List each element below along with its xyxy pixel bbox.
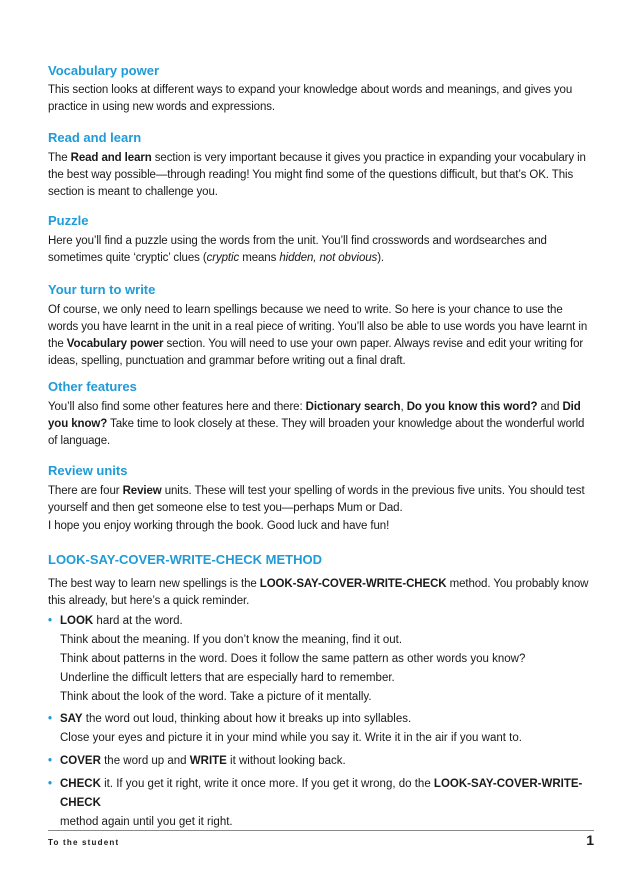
bullet-marker: • xyxy=(48,713,53,725)
text-run: Of course, we only need to learn spellings because we need to write. So here is your chance to use the words you have learnt in the unit in a real piece of writing. You’ll also be able to use words you have learnt in the xyxy=(48,304,588,350)
italic-run: hidden, not obvious xyxy=(279,252,378,264)
other-features-text xyxy=(48,399,594,450)
heading-look-say-cover-write-check-method: LOOK-SAY-COVER-WRITE-CHECK METHOD xyxy=(48,552,322,567)
bullet-marker: • xyxy=(48,755,53,767)
bold-run: Do you know this word? xyxy=(406,401,538,413)
bold-run: COVER xyxy=(60,755,101,767)
bullet-look-line: Think about the look of the word. Take a picture of it mentally. xyxy=(60,691,372,703)
text-run: The best way to learn new spellings is the xyxy=(48,578,260,590)
bold-run: WRITE xyxy=(189,755,227,767)
bullet-look-line xyxy=(48,612,594,631)
vocabulary-power-text: This section looks at different ways to expand your knowledge about words and meanings, and gives you practice in using new words and expressions. xyxy=(48,84,573,113)
text-run: and xyxy=(537,401,563,413)
heading-vocabulary-power: Vocabulary power xyxy=(48,63,160,78)
footer-divider xyxy=(48,830,594,831)
text-run: hard at the word. xyxy=(93,615,183,627)
bullet-cover-line xyxy=(48,752,594,771)
your-turn-to-write-text xyxy=(48,302,594,370)
text-run: it without looking back. xyxy=(226,755,346,767)
bullet-look-line: Think about patterns in the word. Does it follow the same pattern as other words you know? xyxy=(60,653,526,665)
bold-run: CHECK xyxy=(60,778,101,790)
bullet-check-line: method again until you get it right. xyxy=(60,816,233,828)
heading-read-and-learn: Read and learn xyxy=(48,130,142,145)
bold-run: SAY xyxy=(60,713,83,725)
read-and-learn-text xyxy=(48,150,594,201)
text-run: it. If you get it right, write it once more. If you get it wrong, do the xyxy=(100,778,434,790)
text-run: section is very important because it gives you practice in expanding your vocabulary in the best way possible—through reading! You might find some of the questions difficult, but that’s OK. This section is meant to challenge you. xyxy=(48,152,586,198)
bold-run: Read and learn xyxy=(70,152,152,164)
text-run: There are four xyxy=(48,485,123,497)
bullet-look-line: Think about the meaning. If you don’t know the meaning, find it out. xyxy=(60,634,403,646)
text-run: units. These will test your spelling of words in the previous five units. You should test yourself and then get someone else to test you—perhaps Mum or Dad. xyxy=(48,485,585,514)
bullet-say-line: Close your eyes and picture it in your mind while you say it. Write it in the air if you want to. xyxy=(60,732,522,744)
bold-run: Did you know? xyxy=(48,401,581,430)
text-run: Here you’ll find a puzzle using the words from the unit. You’ll find crosswords and wordsearches and sometimes quite ‘cryptic’ clues ( xyxy=(48,235,547,264)
heading-other-features: Other features xyxy=(48,379,137,394)
bold-run: LOOK-SAY-COVER-WRITE-CHECK xyxy=(60,778,583,809)
text-run: method. You probably know this already, but here’s a quick reminder. xyxy=(48,578,589,607)
review-units-text xyxy=(48,483,594,517)
text-run: , xyxy=(400,401,407,413)
puzzle-text xyxy=(48,233,594,267)
bullet-say xyxy=(48,710,594,748)
bullet-marker: • xyxy=(48,615,53,627)
bullet-marker: • xyxy=(48,778,53,790)
bold-run: LOOK-SAY-COVER-WRITE-CHECK xyxy=(259,578,447,590)
text-run: ). xyxy=(377,252,385,264)
bold-run: Vocabulary power xyxy=(66,338,164,350)
bold-run: Dictionary search xyxy=(305,401,401,413)
bullet-say-line xyxy=(48,710,594,729)
bold-run: Review xyxy=(122,485,162,497)
heading-your-turn-to-write: Your turn to write xyxy=(48,282,156,297)
heading-puzzle: Puzzle xyxy=(48,213,89,228)
footer-label: To the student xyxy=(48,838,120,847)
bullet-check-line xyxy=(48,775,594,813)
bullet-look xyxy=(48,612,594,707)
text-run: Take time to look closely at these. They will broaden your knowledge about the wonderful world of language. xyxy=(48,418,585,447)
closing-text: I hope you enjoy working through the book. Good luck and have fun! xyxy=(48,520,390,532)
method-intro-text xyxy=(48,576,594,610)
text-run: section. You will need to use your own paper. Always revise and edit your writing for ideas, spelling, punctuation and grammar before writing out a final draft. xyxy=(48,338,584,367)
bullet-cover xyxy=(48,752,594,771)
bold-run: LOOK xyxy=(60,615,94,627)
page-number: 1 xyxy=(586,832,594,848)
italic-run: cryptic xyxy=(206,252,240,264)
text-run: You’ll also find some other features here and there: xyxy=(48,401,306,413)
bullet-look-line: Underline the difficult letters that are especially hard to remember. xyxy=(60,672,395,684)
text-run: the word out loud, thinking about how it breaks up into syllables. xyxy=(82,713,412,725)
text-run: The xyxy=(48,152,71,164)
heading-review-units: Review units xyxy=(48,463,128,478)
text-run: the word up and xyxy=(100,755,190,767)
text-run: means xyxy=(239,252,280,264)
bullet-check xyxy=(48,775,594,832)
